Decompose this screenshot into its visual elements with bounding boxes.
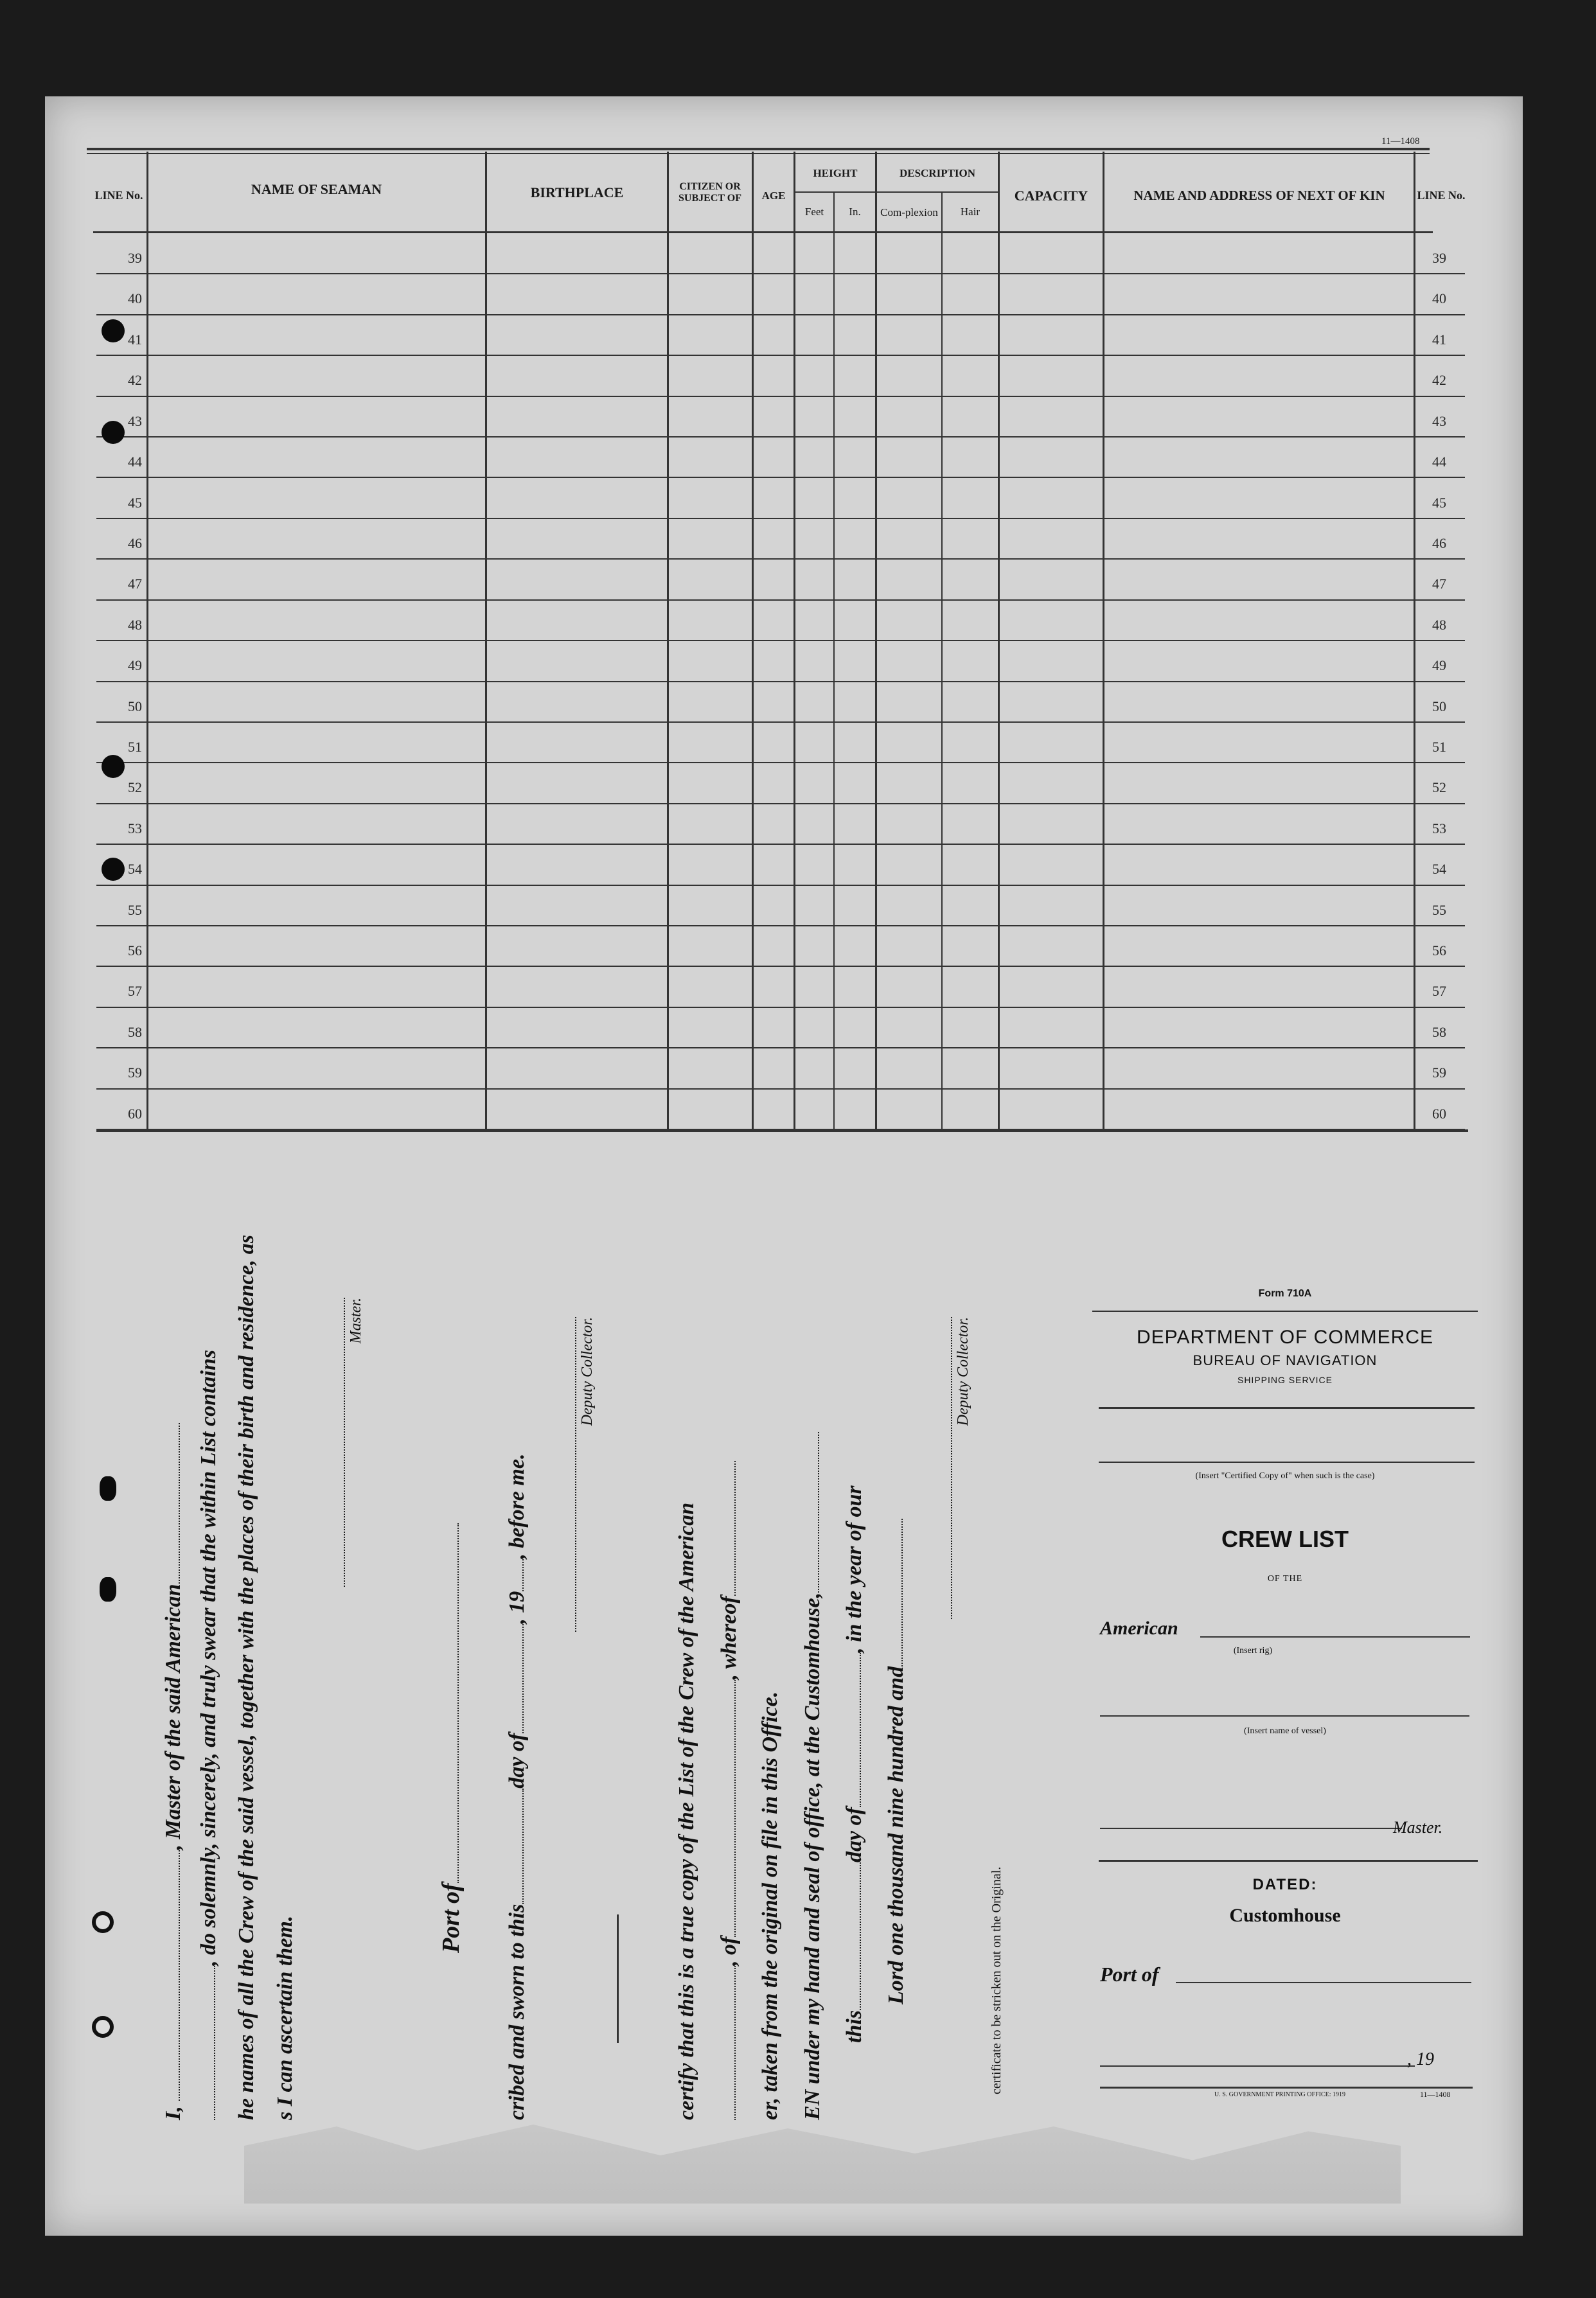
row-rule	[96, 762, 1465, 763]
row-line-number-right: 53	[1432, 820, 1446, 836]
punch-hole	[102, 858, 125, 881]
row-rule	[96, 599, 1465, 601]
cover-dated: DATED:	[1252, 1876, 1318, 1893]
row-rule	[96, 1007, 1465, 1008]
header-birthplace: BIRTHPLACE	[530, 184, 624, 200]
row-rule	[96, 1047, 1465, 1048]
cover-rule	[1099, 1407, 1475, 1409]
row-line-number-left: 48	[128, 617, 142, 633]
certify-line-3: er, taken from the original on file in this Office.	[758, 1691, 782, 2120]
header-name: NAME OF SEAMAN	[251, 181, 382, 197]
table-top-rule	[87, 148, 1430, 150]
cover-form-id: 11—1408	[1420, 2090, 1451, 2099]
row-line-number-left: 53	[128, 820, 142, 836]
row-rule	[96, 681, 1465, 682]
this-day-line: thisday of, in the year of our	[842, 1485, 866, 2043]
row-line-number-right: 56	[1432, 942, 1446, 959]
cover-american: American	[1100, 1618, 1178, 1639]
row-rule	[96, 1129, 1465, 1130]
row-line-number-right: 47	[1432, 576, 1446, 592]
punch-hole	[102, 319, 125, 342]
oath-line-1: I, , Master of the said American	[161, 1423, 186, 2120]
row-line-number-right: 58	[1432, 1024, 1446, 1040]
row-line-number-right: 40	[1432, 290, 1446, 306]
cover-insert-certified: (Insert "Certified Copy of" when such is the case)	[1195, 1471, 1375, 1481]
row-line-number-left: 54	[128, 861, 142, 877]
cover-crew-list: CREW LIST	[1221, 1526, 1349, 1552]
row-line-number-left: 52	[128, 779, 142, 795]
row-line-number-left: 41	[128, 331, 142, 348]
row-line-number-right: 41	[1432, 331, 1446, 348]
row-rule	[96, 925, 1465, 926]
header-description: DESCRIPTION	[899, 166, 976, 179]
row-line-number-left: 59	[128, 1065, 142, 1081]
row-line-number-right: 50	[1432, 698, 1446, 714]
row-line-number-right: 43	[1432, 413, 1446, 429]
row-line-number-left: 43	[128, 413, 142, 429]
row-line-number-right: 60	[1432, 1106, 1446, 1122]
row-line-number-right: 52	[1432, 779, 1446, 795]
height-sub-rule	[795, 191, 875, 193]
cover-bureau: BUREAU OF NAVIGATION	[1193, 1352, 1378, 1368]
subscribed-line: cribed and sworn to thisday of, 19, before me.	[505, 1453, 529, 2120]
cover-vessel-line	[1100, 1715, 1469, 1717]
row-line-number-left: 49	[128, 657, 142, 673]
header-feet: Feet	[804, 205, 824, 218]
certificate-section	[90, 1221, 1041, 2120]
row-line-number-right: 59	[1432, 1065, 1446, 1081]
header-complexion: Com-plexion	[880, 206, 938, 218]
cover-blank-line	[1099, 1462, 1475, 1463]
cover-rig-line	[1200, 1636, 1470, 1638]
row-rule	[96, 518, 1465, 519]
row-line-number-left: 44	[128, 454, 142, 470]
col-rule	[941, 193, 943, 1129]
row-line-number-left: 46	[128, 535, 142, 551]
header-height: HEIGHT	[813, 166, 858, 179]
row-line-number-left: 57	[128, 983, 142, 999]
port-of-line: Port of	[437, 1523, 465, 1953]
certify-line-4: EN under my hand and seal of office, at the Customhouse,	[800, 1432, 825, 2120]
row-line-number-left: 60	[128, 1106, 142, 1122]
row-rule	[96, 885, 1465, 886]
back-cover	[1092, 1278, 1478, 2114]
deputy-collector-2: Deputy Collector.	[951, 1317, 972, 1619]
row-line-number-left: 45	[128, 495, 142, 511]
cover-master: Master.	[1393, 1818, 1443, 1837]
row-rule	[96, 436, 1465, 438]
row-line-number-right: 45	[1432, 495, 1446, 511]
cover-form-number: Form 710A	[1258, 1288, 1312, 1299]
row-line-number-left: 42	[128, 372, 142, 388]
header-hair: Hair	[960, 205, 980, 218]
row-line-number-right: 46	[1432, 535, 1446, 551]
cover-customhouse: Customhouse	[1229, 1905, 1341, 1926]
certify-line-1: certify that this is a true copy of the List of the Crew of the American	[675, 1502, 698, 2120]
cover-rule	[1099, 1860, 1478, 1862]
table-top-rule-2	[87, 153, 1430, 154]
row-line-number-left: 47	[128, 576, 142, 592]
cover-port-line	[1176, 1982, 1471, 1983]
master-label: Master.	[344, 1298, 365, 1587]
header-bottom-rule	[93, 231, 1433, 233]
cover-rule	[1092, 1311, 1478, 1312]
row-line-number-left: 40	[128, 290, 142, 306]
col-rule	[833, 193, 835, 1129]
row-line-number-right: 39	[1432, 250, 1446, 266]
row-rule	[96, 966, 1465, 967]
oath-line-2: , do solemnly, sincerely, and truly swear that the within List contains	[196, 1350, 221, 2120]
cover-dept: DEPARTMENT OF COMMERCE	[1136, 1327, 1434, 1348]
row-rule	[96, 396, 1465, 397]
row-line-number-right: 48	[1432, 617, 1446, 633]
cover-insert-rig: (Insert rig)	[1233, 1646, 1273, 1656]
cover-printing: U. S. GOVERNMENT PRINTING OFFICE: 1919	[1214, 2091, 1345, 2098]
cover-year: , 19	[1407, 2049, 1434, 2069]
row-rule	[96, 355, 1465, 356]
row-rule	[96, 477, 1465, 478]
header-age: AGE	[761, 189, 786, 202]
row-line-number-right: 57	[1432, 983, 1446, 999]
desc-sub-rule	[877, 191, 998, 193]
form-number-top: 11—1408	[1381, 136, 1420, 146]
row-line-number-left: 50	[128, 698, 142, 714]
row-rule	[96, 558, 1465, 560]
row-line-number-right: 55	[1432, 902, 1446, 918]
row-rule	[96, 803, 1465, 804]
row-line-number-right: 44	[1432, 454, 1446, 470]
row-rule	[96, 314, 1465, 315]
cover-rule	[1100, 2087, 1473, 2089]
header-kin: NAME AND ADDRESS OF NEXT OF KIN	[1133, 188, 1385, 204]
row-line-number-right: 51	[1432, 739, 1446, 755]
header-capacity: CAPACITY	[1014, 187, 1088, 204]
header-citizen: CITIZEN OR SUBJECT OF	[678, 181, 741, 204]
punch-hole	[102, 421, 125, 444]
stricken-note: certificate to be stricken out on the Original.	[989, 1866, 1004, 2094]
row-line-number-right: 49	[1432, 657, 1446, 673]
row-rule	[96, 721, 1465, 723]
row-line-number-left: 39	[128, 250, 142, 266]
punch-hole	[102, 755, 125, 778]
row-line-number-right: 42	[1432, 372, 1446, 388]
row-line-number-right: 54	[1432, 861, 1446, 877]
header-line-no-right: LINE No.	[1417, 189, 1466, 202]
row-line-number-left: 55	[128, 902, 142, 918]
oath-line-3: he names of all the Crew of the said vessel, together with the places of their birth and residence, as	[235, 1235, 258, 2120]
cover-insert-name: (Insert name of vessel)	[1244, 1726, 1326, 1736]
row-line-number-left: 58	[128, 1024, 142, 1040]
cover-port-of: Port of	[1100, 1963, 1159, 1986]
lord-line: Lord one thousand nine hundred and	[883, 1519, 909, 2004]
row-rule	[96, 640, 1465, 641]
header-inches: In.	[849, 205, 861, 218]
row-line-number-left: 56	[128, 942, 142, 959]
header-line-no: LINE No.	[94, 189, 143, 202]
row-line-number-left: 51	[128, 739, 142, 755]
certify-line-2: , of, whereof	[716, 1461, 741, 2120]
deputy-collector-1: Deputy Collector.	[575, 1317, 596, 1632]
cover-master-line	[1100, 1828, 1402, 1829]
row-rule	[96, 273, 1465, 274]
row-rule	[96, 844, 1465, 845]
cover-date-line	[1100, 2065, 1415, 2067]
cover-of-the: OF THE	[1267, 1574, 1303, 1584]
cover-service: SHIPPING SERVICE	[1237, 1375, 1333, 1385]
separator-rule	[617, 1914, 619, 2043]
oath-line-4: s I can ascertain them.	[273, 1915, 297, 2120]
row-rule	[96, 1088, 1465, 1090]
